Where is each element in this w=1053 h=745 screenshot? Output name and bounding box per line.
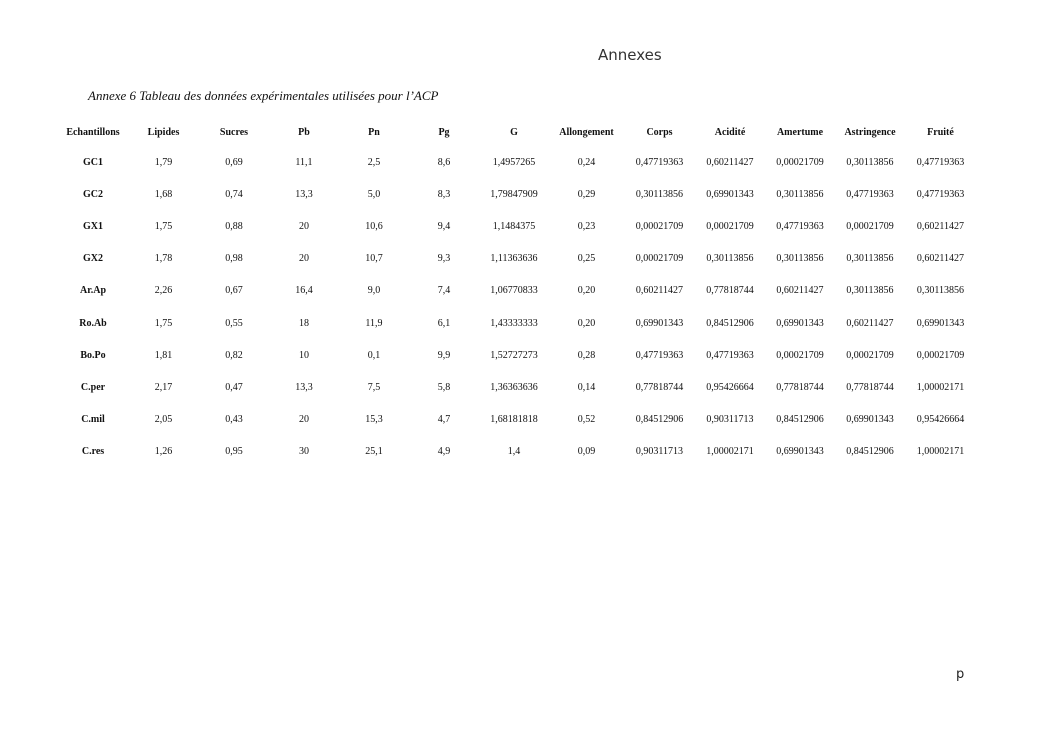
table-cell: 0,69901343 — [776, 317, 824, 329]
table-cell: 0,25 — [577, 253, 596, 265]
table-cell: 0,84512906 — [706, 317, 754, 329]
table-cell: 0,60211427 — [776, 285, 824, 297]
table-cell: 20 — [299, 253, 309, 265]
table-cell: 0,30113856 — [846, 253, 894, 265]
sample-name-cell: Bo.Po — [80, 349, 106, 361]
sample-name-cell: GC2 — [83, 188, 103, 200]
table-cell: 7,5 — [367, 381, 381, 393]
table-cell: 0,23 — [577, 220, 596, 232]
column-header: Pn — [368, 126, 380, 138]
table-cell: 20 — [299, 220, 309, 232]
table-cell: 0,95 — [225, 446, 243, 458]
table-cell: 0,95426664 — [916, 414, 965, 426]
table-cell: 1,4957265 — [492, 156, 536, 168]
table-cell: 0,90311713 — [706, 414, 754, 426]
sample-name-cell: C.res — [81, 446, 105, 458]
table-row — [58, 436, 976, 468]
table-cell: 0,90311713 — [635, 446, 684, 458]
table-cell: 1,79847909 — [490, 188, 538, 200]
table-cell: 0,60211427 — [846, 317, 894, 329]
table-row — [58, 178, 976, 210]
table-cell: 0,98 — [225, 253, 243, 265]
table-cell: 1,68 — [154, 188, 173, 200]
table-cell: 0,60211427 — [916, 253, 965, 265]
table-cell: 0,14 — [577, 381, 596, 393]
table-cell: 1,00002171 — [916, 381, 965, 393]
table-cell: 2,5 — [367, 156, 381, 168]
table-cell: 0,84512906 — [635, 414, 684, 426]
sample-name-cell: GX1 — [83, 220, 103, 232]
table-cell: 0,30113856 — [846, 156, 894, 168]
column-header: Lipides — [147, 126, 180, 138]
table-cell: 0,47 — [225, 381, 243, 393]
table-cell: 13,3 — [295, 381, 313, 393]
table-cell: 0,47719363 — [635, 156, 684, 168]
table-cell: 0,67 — [225, 285, 243, 297]
column-header: G — [510, 126, 518, 138]
sample-name-cell: Ar.Ap — [79, 285, 107, 297]
table-cell: 0,77818744 — [776, 381, 824, 393]
table-cell: 0,47719363 — [776, 220, 824, 232]
table-row — [58, 371, 976, 403]
table-cell: 11,1 — [295, 156, 313, 168]
table-cell: 0,84512906 — [846, 446, 894, 458]
table-row — [58, 146, 976, 178]
table-cell: 0,20 — [577, 317, 596, 329]
table-cell: 0,20 — [577, 285, 596, 297]
table-cell: 1,11363636 — [490, 253, 538, 265]
table-caption: Annexe 6 Tableau des données expérimentales utilisées pour l’ACP — [88, 88, 439, 103]
table-cell: 0,00021709 — [776, 156, 824, 168]
table-cell: 0,00021709 — [635, 220, 684, 232]
table-cell: 5,0 — [367, 188, 381, 200]
table-cell: 0,60211427 — [706, 156, 754, 168]
table-cell: 1,00002171 — [706, 446, 754, 458]
table-cell: 0,74 — [225, 188, 243, 200]
table-cell: 0,47719363 — [916, 188, 965, 200]
table-cell: 10,6 — [365, 220, 383, 232]
table-cell: 2,17 — [154, 381, 173, 393]
table-cell: 0,77818744 — [706, 285, 754, 297]
table-cell: 9,4 — [437, 220, 451, 232]
table-cell: 0,00021709 — [916, 349, 965, 361]
table-cell: 1,78 — [154, 253, 173, 265]
table-cell: 2,26 — [154, 285, 173, 297]
table-cell: 0,30113856 — [846, 285, 894, 297]
table-cell: 13,3 — [295, 188, 313, 200]
table-cell: 0,30113856 — [916, 285, 965, 297]
table-cell: 0,60211427 — [916, 220, 965, 232]
column-header: Sucres — [219, 126, 249, 138]
table-cell: 4,7 — [437, 414, 451, 426]
table-cell: 1,26 — [154, 446, 173, 458]
table-cell: 0,69 — [225, 156, 243, 168]
table-cell: 25,1 — [365, 446, 383, 458]
table-cell: 0,77818744 — [846, 381, 894, 393]
table-cell: 8,3 — [437, 188, 451, 200]
header-row — [58, 118, 976, 146]
table-cell: 0,55 — [225, 317, 243, 329]
column-header: Pb — [298, 126, 310, 138]
table-cell: 1,06770833 — [490, 285, 538, 297]
page-number: p — [956, 667, 965, 682]
table-row — [58, 339, 976, 371]
table-cell: 7,4 — [437, 285, 451, 297]
table-cell: 0,82 — [225, 349, 243, 361]
table-cell: 0,00021709 — [706, 220, 754, 232]
table-header — [58, 118, 976, 146]
table-cell: 1,79 — [154, 156, 173, 168]
table-cell: 10 — [299, 349, 309, 361]
table-cell: 0,69901343 — [706, 188, 754, 200]
table-cell: 10,7 — [365, 253, 383, 265]
table-cell: 9,0 — [367, 285, 381, 297]
table-cell: 1,52727273 — [490, 349, 538, 361]
table-cell: 0,30113856 — [776, 253, 824, 265]
table-cell: 0,29 — [577, 188, 596, 200]
table-row — [58, 275, 976, 307]
table-cell: 6,1 — [437, 317, 451, 329]
table-cell: 0,69901343 — [635, 317, 684, 329]
table-cell: 9,9 — [437, 349, 451, 361]
table-cell: 9,3 — [437, 253, 451, 265]
column-header: Corps — [646, 126, 673, 138]
table-cell: 0,09 — [577, 446, 596, 458]
table-cell: 1,4 — [507, 446, 521, 458]
table-cell: 16,4 — [295, 285, 313, 297]
column-header: Echantillons — [66, 126, 120, 138]
column-header: Acidité — [714, 126, 746, 138]
table-cell: 4,9 — [437, 446, 451, 458]
table-cell: 11,9 — [365, 317, 383, 329]
table-cell: 1,1484375 — [492, 220, 536, 232]
table-cell: 0,52 — [577, 414, 596, 426]
table-cell: 0,00021709 — [635, 253, 684, 265]
table-cell: 0,69901343 — [916, 317, 965, 329]
column-header: Allongement — [559, 126, 614, 138]
table-cell: 1,75 — [154, 317, 173, 329]
table-cell: 0,69901343 — [846, 414, 894, 426]
sample-name-cell: C.per — [80, 381, 106, 393]
table-cell: 0,30113856 — [635, 188, 684, 200]
table-cell: 0,95426664 — [706, 381, 754, 393]
table-cell: 0,1 — [367, 349, 381, 361]
sample-name-cell: Ro.Ab — [79, 317, 107, 329]
table-cell: 0,77818744 — [635, 381, 684, 393]
table-cell: 1,75 — [154, 220, 173, 232]
table-row — [58, 243, 976, 275]
table-cell: 0,30113856 — [706, 253, 754, 265]
table-cell: 8,6 — [437, 156, 451, 168]
table-cell: 0,47719363 — [916, 156, 965, 168]
column-header: Pg — [438, 126, 450, 138]
page-header-title: Annexes — [598, 46, 662, 64]
column-header: Astringence — [844, 126, 896, 138]
table-cell: 0,60211427 — [635, 285, 684, 297]
table-cell: 1,36363636 — [490, 381, 538, 393]
table-row — [58, 210, 976, 242]
table-cell: 0,24 — [577, 156, 596, 168]
table-cell: 15,3 — [365, 414, 383, 426]
sample-name-cell: GC1 — [83, 156, 103, 168]
sample-name-cell: C.mil — [81, 414, 105, 426]
table-cell: 0,47719363 — [846, 188, 894, 200]
table-cell: 1,00002171 — [916, 446, 965, 458]
table-body — [58, 146, 976, 468]
table-cell: 1,43333333 — [490, 317, 538, 329]
table-cell: 5,8 — [437, 381, 451, 393]
table-cell: 0,47719363 — [706, 349, 754, 361]
table-cell: 0,28 — [577, 349, 596, 361]
table-cell: 2,05 — [154, 414, 173, 426]
table-cell: 0,69901343 — [776, 446, 824, 458]
table-row — [58, 404, 976, 436]
table-cell: 0,88 — [225, 220, 243, 232]
column-header: Amertume — [776, 126, 824, 138]
table-cell: 0,30113856 — [776, 188, 824, 200]
table-cell: 0,00021709 — [846, 220, 894, 232]
table-cell: 0,00021709 — [776, 349, 824, 361]
table-cell: 0,00021709 — [846, 349, 894, 361]
table-cell: 1,68181818 — [490, 414, 538, 426]
sample-name-cell: GX2 — [83, 253, 103, 265]
table-cell: 20 — [299, 414, 309, 426]
table-cell: 0,84512906 — [776, 414, 824, 426]
table-cell: 1,81 — [154, 349, 173, 361]
data-table — [58, 118, 976, 468]
table-row — [58, 307, 976, 339]
table-cell: 0,47719363 — [635, 349, 684, 361]
table-cell: 30 — [299, 446, 309, 458]
table-cell: 0,43 — [225, 414, 243, 426]
table-cell: 18 — [299, 317, 309, 329]
column-header: Fruité — [927, 126, 954, 138]
